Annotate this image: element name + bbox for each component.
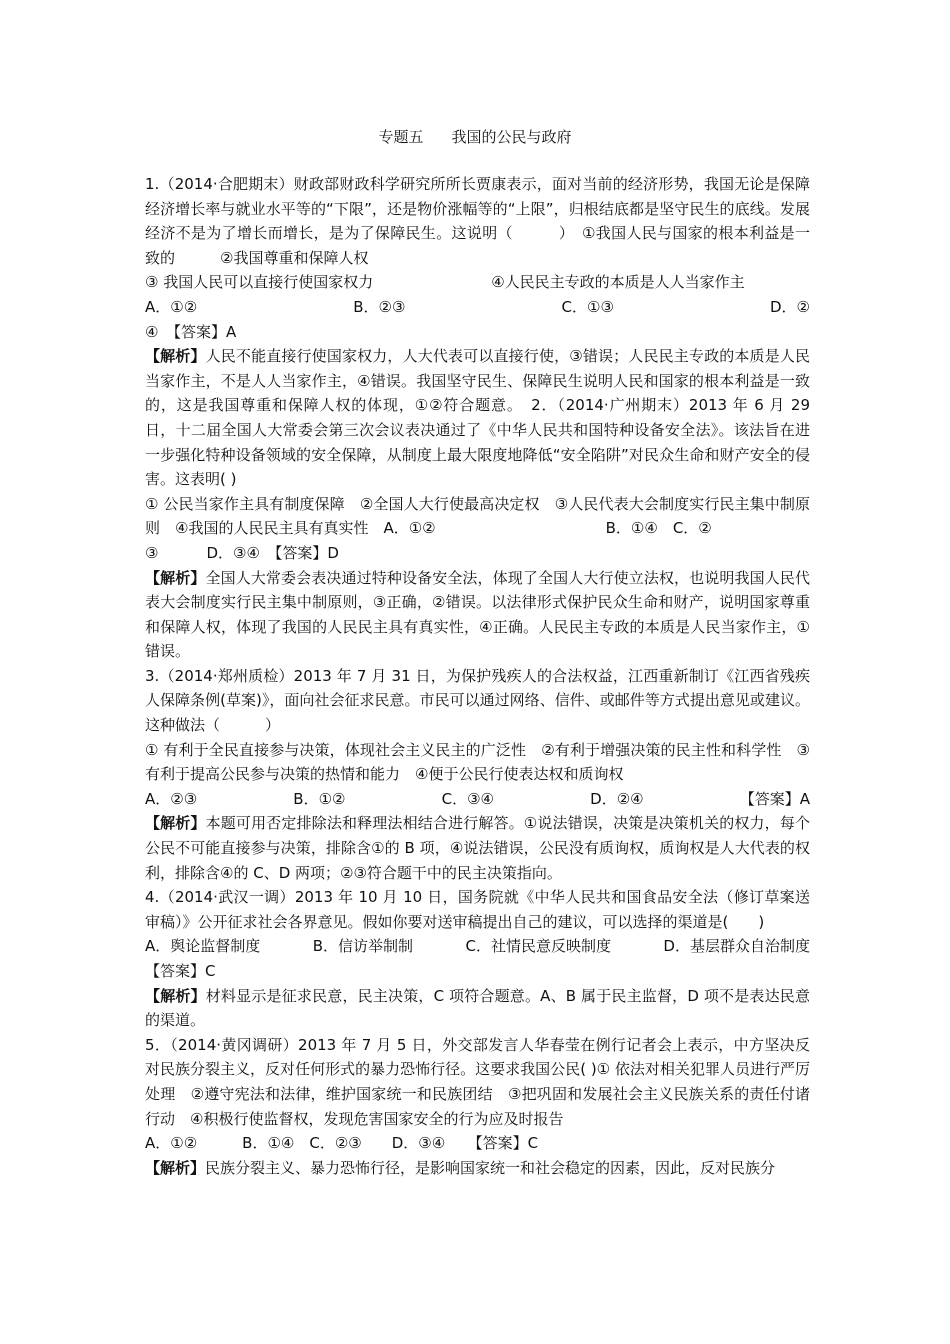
- q2-option-c: C．②: [672, 519, 712, 538]
- q2-items-text: ① 公民当家作主具有制度保障 ②全国人大行使最高决定权 ③人民代表大会制度实行民主集中制原则 ④我国的人民民主具有真实性 A．①②: [145, 494, 810, 538]
- q2-option-c-tail: ③: [145, 543, 159, 562]
- q2-analysis: [145, 566, 810, 664]
- q3-analysis-text: 本题可用否定排除法和释理法相结合进行解答。①说法错误，决策是决策机关的权力，每个公民不可能直接参与决策，排除含①的 B 项，④说法错误，公民没有质询权，质询权是人大代表的权利，排除含④的 C、D 两项；②③符合题干中的民主决策指向。: [145, 814, 810, 882]
- q3-stem: 3.（2014·郑州质检）2013 年 7 月 31 日，为保护残疾人的合法权益，江西重新制订《江西省残疾人保障条例(草案)》，面向社会征求民意。市民可以通过网络、信件、或邮件等方式提出意见或建议。这种做法（ ）: [145, 666, 810, 735]
- q1-item-4: ④人民民主专政的本质是人人当家作主: [491, 273, 745, 292]
- title-subject: 我国的公民与政府: [451, 128, 572, 146]
- document-body: [145, 172, 810, 1180]
- q1-analysis: [145, 344, 810, 492]
- q3-option-d: D．②④: [590, 789, 644, 808]
- q4-analysis: [145, 984, 810, 1033]
- q5-analysis-label: 【解析】: [145, 1158, 206, 1177]
- q1-option-a: A．①②: [145, 297, 198, 316]
- q5-analysis: [145, 1156, 810, 1181]
- q4-option-a: A．舆论监督制度: [145, 937, 261, 956]
- q1-stem: 1.（2014·合肥期末）财政部财政科学研究所所长贾康表示，面对当前的经济形势，我国无论是保障经济增长率与就业水平等的“下限”，还是物价涨幅等的“上限”，归根结底都是坚守民生的底线。发展经济不是为了增长而增长，是为了保障民生。这说明（ ） ①我国人民与国家的根本利益是一致的 ②我国尊重和保障人权: [145, 175, 810, 267]
- q3-analysis-label: 【解析】: [145, 814, 206, 833]
- q2-answer: 【答案】D: [274, 543, 339, 562]
- q2-items: [145, 492, 810, 541]
- q5-analysis-text: 民族分裂主义、暴力恐怖行径，是影响国家统一和社会稳定的因素，因此，反对民族分: [205, 1158, 776, 1177]
- q2-analysis-label: 【解析】: [145, 568, 206, 587]
- page-title: [0, 126, 950, 147]
- q2-option-d: D．③④: [206, 543, 260, 562]
- q4-answer: 【答案】C: [145, 962, 216, 980]
- q3-option-a: A．②③: [145, 789, 198, 808]
- q2-answer-row: [145, 541, 810, 566]
- q3-answer: 【答案】A: [739, 789, 810, 808]
- q1-options: [145, 295, 810, 320]
- title-topic: 专题五: [378, 128, 424, 146]
- q1-answer: ④ 【答案】A: [145, 322, 237, 341]
- q4-option-d: D．基层群众自治制度: [663, 937, 810, 956]
- q1-option-d: D．②: [770, 297, 810, 316]
- q2-analysis-text: 全国人大常委会表决通过特种设备安全法，体现了全国人大行使立法权，也说明我国人民代表大会制度实行民主集中制原则，③正确，②错误。以法律形式保护民众生命和财产，说明国家尊重和保障人权，体现了我国的人民民主具有真实性，④正确。人民民主专政的本质是人民当家作主，①错误。: [145, 568, 810, 661]
- q2-option-b: B．①④: [605, 519, 658, 538]
- q1-option-b: B．②③: [353, 297, 406, 316]
- q1-analysis-label: 【解析】: [145, 347, 206, 366]
- q5-options: A．①② B．①④ C．②③ D．③④ 【答案】C: [145, 1134, 539, 1153]
- q4-option-b: B．信访举制制: [312, 937, 414, 956]
- q1-analysis-text: 人民不能直接行使国家权力，人大代表可以直接行使，③错误；人民民主专政的本质是人民当家作主，不是人人当家作主，④错误。我国坚守民生、保障民生说明人民和国家的根本利益是一致的，这是我国尊重和保障人权的体现，①②符合题意。 2．（2014·广州期末）2013 年 6 月 29 日，十二届全国人大常委会第三次会议表决通过了《中华人民共和国特种设备安全法》。该法旨在进一步强化特种设备领域的安全保障，从制度上最大限度地降低“安全陷阱”对民众生命和财产安全的侵害。这表明( ): [145, 347, 810, 489]
- q3-analysis: [145, 811, 810, 885]
- q4-stem: 4.（2014·武汉一调）2013 年 10 月 10 日，国务院就《中华人民共和国食品安全法（修订草案送审稿）》公开征求社会各界意见。假如你要对送审稿提出自己的建议，可以选择的渠道是( ): [145, 888, 810, 931]
- q3-items: ① 有利于全民直接参与决策，体现社会主义民主的广泛性 ②有利于增强决策的民主性和科学性 ③有利于提高公民参与决策的热情和能力 ④便于公民行使表达权和质询权: [145, 740, 810, 784]
- q4-analysis-label: 【解析】: [145, 986, 206, 1005]
- q1-option-c: C．①③: [561, 297, 614, 316]
- q4-analysis-text: 材料显示是征求民意，民主决策，C 项符合题意。A、B 属于民主监督，D 项不是表达民意的渠道。: [145, 986, 810, 1030]
- q5-stem: 5．（2014·黄冈调研）2013 年 7 月 5 日，外交部发言人华春莹在例行记者会上表示，中方坚决反对民族分裂主义，反对任何形式的暴力恐怖行径。这要求我国公民( )① 依法对相关犯罪人员进行严厉处理 ②遵守宪法和法律，维护国家统一和民族团结 ③把巩固和发展社会主义民族关系的责任付诸行动 ④积极行使监督权，发现危害国家安全的行为应及时报告: [145, 1035, 810, 1128]
- q4-options: [145, 934, 810, 959]
- q1-items-row: [145, 270, 810, 295]
- q3-options: [145, 787, 810, 812]
- q4-option-c: C．社情民意反映制度: [465, 937, 611, 956]
- q3-option-c: C．③④: [441, 789, 494, 808]
- q1-item-3: ③ 我国人民可以直接行使国家权力: [145, 273, 374, 292]
- q3-option-b: B．①②: [293, 789, 346, 808]
